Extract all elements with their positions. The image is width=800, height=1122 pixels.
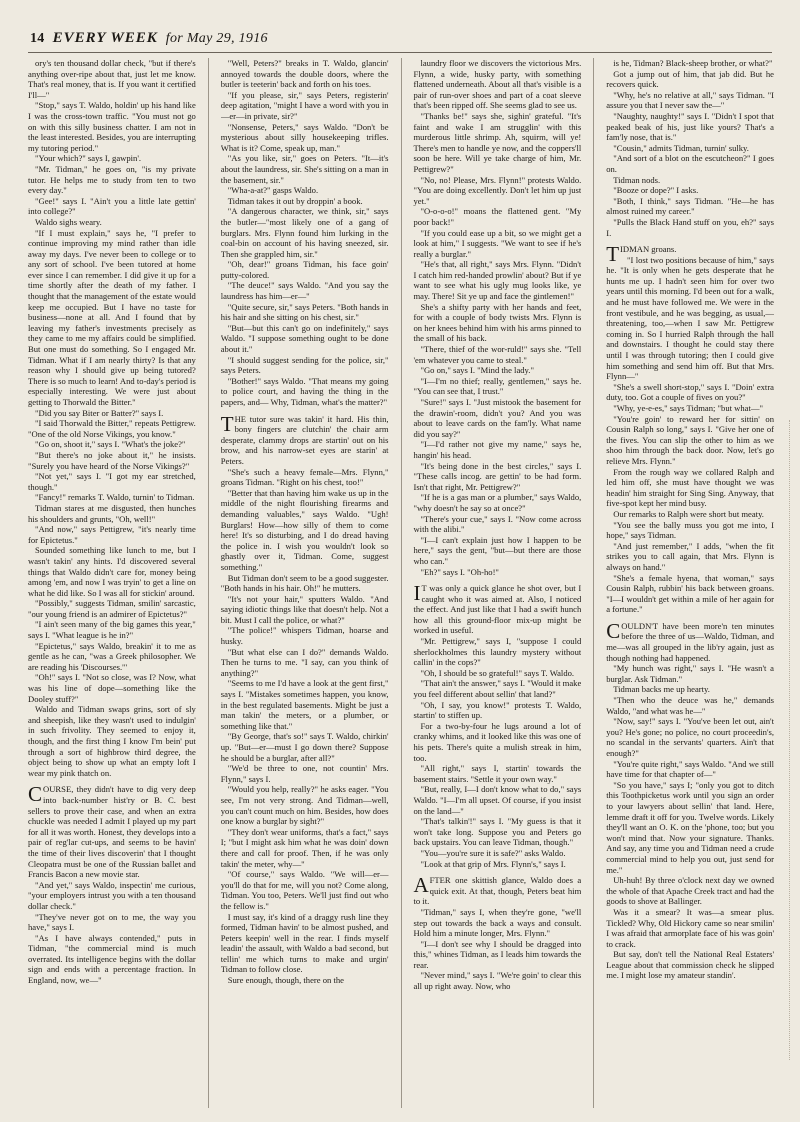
paragraph: "There's your cue," says I. "Now come across with the alibi." — [413, 513, 582, 535]
section-opening-paragraph: AFTER one skittish glance, Waldo does a quick exit. At that, though, Peters beat him to it. — [413, 873, 582, 907]
column-2 — [221, 58, 389, 1108]
paragraph: "Thanks be!" says she, sighin' grateful. "It's faint and wake I am strugglin' with this murderous little shrimp. Ah, squirm, will ye! There's men to handle ye now, and the coppers'll soon be here. Will ye take charge of him, Mr. Pettigrew?" — [413, 110, 582, 174]
paragraph: "As I have always contended," puts in Tidman, "the commercial mind is much overrated. Its intelligence begins with the dollar sign and ends with a percentage fraction. In England, now, we—" — [28, 932, 196, 986]
paragraph: "Sure!" says I. "Just mistook the basement for the drawin'-room, didn't you? And you was about to leave cards on the fam'ly. What name did you say?" — [413, 397, 582, 439]
paragraph: "You're goin' to reward her for sittin' on Cousin Ralph so long," says I. "Give her one of the fives. You can slip the other to him as we shoo him through the back door. Now, let's go relieve Mrs. Flynn." — [606, 413, 774, 466]
running-header — [30, 30, 770, 52]
paragraph: Our remarks to Ralph were short but meaty. — [613, 508, 764, 519]
paragraph: "Now, say!" says I. "You've been let out, ain't you? He's gone; no police, no court proceedin's, no scandal in the servants' quarters. Ain't that enough?" — [606, 716, 774, 758]
paragraph: "A dangerous character, we think, sir," says the butler—"most likely one of a gang of burglars. Mrs. Flynn found him lurking in the coal-bin on account of his having sneezed, sir. Then she grappled him, sir." — [220, 206, 389, 259]
paragraph: "But, really, I—I don't know what to do," says Waldo. "I—I'm all upset. Of course, if you insist on the land—" — [413, 784, 582, 816]
column-divider — [401, 58, 402, 1108]
paragraph: For a two-by-four he lugs around a lot of cranky whims, and it looked like this was one of his pets. There's quite a mulish streak in him, too. — [413, 720, 582, 763]
paragraph: "Go on, shoot it," says I. "What's the joke?" — [35, 439, 186, 450]
paragraph: "I—I don't see why I should be dragged into this," whines Tidman, as I leads him towards the rear. — [413, 938, 582, 970]
paragraph: "If you please, sir," says Peters, registerin' deep agitation, "might I have a word with you in—er—in private, sir?" — [220, 89, 389, 121]
paragraph: "Never mind," says I. "We're goin' to clear this all up right away. Now, who — [413, 970, 582, 992]
paragraph: "I—I can't explain just how I happen to be here," says the gent, "but—but there are those who can." — [413, 534, 582, 566]
paragraph: "Oh, dear!" groans Tidman, his face goin' putty-colored. — [220, 259, 389, 280]
paragraph: "Naughty, naughty!" says I. "Didn't I spot that peaked beak of his, just like yours? That's a fam'ly nose, that is." — [606, 110, 774, 143]
paragraph: "I should suggest sending for the police, sir," says Peters. — [220, 354, 389, 376]
paragraph: "You're quite right," says Waldo. "And we still have time for that chapter of—" — [606, 758, 774, 780]
issue-date: for May 29, 1916 — [165, 31, 268, 46]
paragraph: "O-o-o-o!" moans the flattened gent. "My poor back!" — [413, 206, 582, 227]
paragraph: "I said Thorwald the Bitter," repeats Pettigrew. "One of the old Norse Vikings, you know." — [28, 418, 196, 439]
paragraph: Uh-huh! By three o'clock next day we owned the whole of that Apache Creek tract and had the goods to shove at Ballinger. — [606, 875, 774, 907]
paragraph: "I—I'm no thief; really, gentlemen," says he. "You can see that, I trust." — [413, 375, 582, 397]
column-3 — [413, 58, 581, 1108]
paragraph: ory's ten thousand dollar check, "but if there's anything over-ripe about that, just let me know. That's real money, that is. If you want it certified I'll—" — [28, 58, 196, 100]
paragraph: "All right," says I, startin' towards the basement stairs. "Settle it your own way." — [413, 763, 582, 784]
paragraph: "But—but this can't go on indefinitely," says Waldo. "I suppose something ought to be done about it." — [220, 322, 389, 355]
page-edge — [789, 420, 794, 1060]
paragraph: Was it a smear? It was—a smear plus. Tickled? Why, Old Hickory came so near smilin' I was afraid that armorplate face of his was goin' to crack. — [606, 906, 774, 949]
paragraph: "Of course," says Waldo. "We will—er—you'll do that for me, will you not? Come along, Tidman. You too, Peters. We'll just find out who the fellow is." — [220, 869, 389, 911]
paragraph: "Look at that grip of Mrs. Flynn's," says I. — [420, 858, 566, 869]
paragraph: Tidman stares at me disgusted, then hunches his shoulders and grunts, "Oh, well!" — [28, 502, 196, 524]
paragraph: But say, don't tell the National Real Estaters' League about that commission check he slipped me. I might lose my amateur standin'. — [606, 949, 774, 981]
section-opening-paragraph: COURSE, they didn't have to dig very deep into back-number hist'ry or B. C. best sellers to prove their case, and when an extra chuckle was needed I admit I played up my part for all it was worth. Honest, they develops into a pair of reg'lar cut-ups, and seems to be havin' the time of their lives discoverin' that I thought Cleopatra must be one of the Russian ballet and Francis Bacon a new movie star. — [28, 782, 196, 880]
paragraph: "Fancy!" remarks T. Waldo, turnin' to Tidman. — [35, 492, 195, 503]
section-opening-paragraph: THE tutor sure was takin' it hard. His thin, bony fingers are clutchin' the chair arm desperate, clammy drops are startin' out on his brow, and his narrow-set eyes are starin' at Peters. — [220, 411, 389, 466]
paragraph: "They've never got on to me, the way you have," says I. — [28, 911, 196, 933]
paragraph: "He's that, all right," says Mrs. Flynn. "Didn't I catch him red-handed prowlin' about? But if ye want to see what his ugly mug looks like, ye may. There! Sit ye up and face the gintlemen!" — [413, 259, 582, 302]
paragraph: "Your which?" says I, gawpin'. — [35, 153, 142, 164]
paragraph: "Oh, I should be so grateful!" says T. Waldo. — [420, 667, 575, 678]
paragraph: Tidman nods. — [613, 174, 661, 185]
paragraph: Waldo sighs weary. — [35, 216, 102, 227]
paragraph: "If he is a gas man or a plumber," says Waldo, "why doesn't he say so at once?" — [413, 492, 582, 513]
paragraph: "Gee!" says I. "Ain't you a little late gettin' into college?" — [28, 195, 196, 217]
paragraph: "Then who the deuce was he," demands Waldo, "and what was he—" — [606, 695, 774, 716]
paragraph: "And yet," says Waldo, inspectin' me curious, "your employers intrust you with a ten thousand dollar check." — [28, 879, 196, 911]
paragraph: "I ain't seen many of the big games this year," says I. "What league is he in?" — [28, 619, 196, 641]
paragraph: "You—you're sure it is safe?" asks Waldo. — [420, 847, 566, 858]
column-1 — [28, 58, 196, 1108]
paragraph: "That ain't the answer," says I. "Would it make you feel different about sellin' that land?" — [413, 678, 582, 700]
paragraph: Sure enough, though, there on the — [227, 975, 344, 986]
paragraph: "Well, Peters?" breaks in T. Waldo, glancin' annoyed towards the double doors, where the butler is teeterin' back and forth on his toes. — [220, 58, 389, 90]
paragraph: "Stop," says T. Waldo, holdin' up his hand like I was the cross-town traffic. "You must not go on with this silly business chatter. I am not in the least interested. Besides, you are interrupting my tutoring period." — [28, 100, 196, 153]
paragraph: "It's not your hair," sputters Waldo. "And saying idiotic things like that doesn't help. Not a bit. Must I call the police, or what?" — [220, 593, 389, 625]
paragraph: "Epictetus," says Waldo, breakin' it to me as gentle as he can, "was a Greek philosopher. We are reading his 'Discourses.'" — [28, 640, 196, 672]
column-4 — [606, 58, 774, 1108]
paragraph: "Tidman," says I, when they're gone, "we'll step out towards the back a ways and consult. Hold him a minute longer, Mrs. Flynn." — [413, 906, 582, 939]
paragraph: "If I must explain," says he, "I prefer to continue improving my mind rather than idle away my days. I've never been to college or to any sort of school. I've been tutored at home ever since I can remember. I did give it up for a time shortly after the death of my father. I thought that the management of the estate would keep me occupied. But I have no taste for business—none at all. And I found that by leaving my father's investments precisely as they came to me my affairs could be simplified. But one must do something. So I engaged Mr. Tidman. What if I am nearly thirty? Is that any reason why I should give up being tutored? There is so much to learn! And to-day's period is especially interesting. We were just about getting to Thorwald the Bitter." — [28, 227, 196, 407]
paragraph: "By George, that's so!" says T. Waldo, chirkin' up. "But—er—must I go down there? Suppose he should be a burglar, after all?" — [220, 731, 389, 763]
paragraph: "Quite secure, sir," says Peters. "Both hands in his hair and she sitting on his chest, sir." — [220, 301, 389, 323]
paragraph: "Booze or dope?" I asks. — [613, 185, 699, 196]
paragraph: "Cousin," admits Tidman, turnin' sulky. — [613, 142, 749, 153]
paragraph: "Mr. Tidman," he goes on, "is my private tutor. He helps me to study from ten to two every day." — [28, 163, 196, 196]
paragraph: laundry floor we discovers the victorious Mrs. Flynn, a wide, husky party, with something flattened underneath. About all that's visible is a pair of run-over shoes and part of a coat sleeve that's been ripped off. She seems glad to see us. — [413, 58, 582, 111]
section-opening-paragraph: COULDN'T have been more'n ten minutes before the three of us—Waldo, Tidman, and me—was all grouped in the lib'ry again, just as though nothing had happened. — [606, 618, 774, 663]
paragraph: "Nonsense, Peters," says Waldo. "Don't be mysterious about silly housekeeping trifles. What is it? Come, speak up, man." — [220, 121, 389, 153]
paragraph: "She's a swell short-stop," says I. "Doin' extra duty, too. Got a couple of fives on you?" — [606, 381, 774, 403]
paragraph: "You see the bally muss you got me into, I hope," says Tidman. — [606, 519, 774, 541]
paragraph: I must say, it's kind of a draggy rush line they formed, Tidman havin' to be almost pushed, and Peters keepin' well in the rear. I finds myself leadin' the assault, with Waldo a bad second, but tellin' me which turns to make and urgin' Tidman to follow close. — [220, 911, 389, 975]
text-columns — [28, 58, 774, 1108]
paragraph: "But there's no joke about it," he insists. "Surely you have heard of the Norse Vikings?" — [28, 449, 196, 471]
paragraph: "Bother!" says Waldo. "That means my going to police court, and having the thing in the papers, and— Why, Tidman, what's the matter?" — [220, 375, 389, 407]
section-opening-paragraph: IT was only a quick glance he shot over, but I caught who it was aimed at. Also, I noticed the effect. And just like that I had a swift hunch how all this ground-floor mix-up might be worked in useful. — [413, 581, 582, 636]
paragraph: "She's a female hyena, that woman," says Cousin Ralph, rubbin' his back between groans. "I—I wouldn't get within a mile of her again for a fortune." — [606, 572, 774, 615]
paragraph: "Mr. Pettigrew," says I, "suppose I could sherlockholmes this laundry mystery without callin' in the cops?" — [413, 636, 582, 668]
paragraph: "Better that than having him wake us up in the middle of the night flourishing firearms and demanding valuables," says Waldo. "Ugh! Burglars! How—how silly of them to come here! It's so disturbing, and I do dread having the police in. I wish you wouldn't look so ghastly over it, Tidman. Come, suggest something." — [220, 487, 389, 572]
paragraph: "And just remember," I adds, "when the fit strikes you to call again, that Mrs. Flynn is always on hand." — [606, 540, 774, 572]
paragraph: But Tidman don't seem to be a good suggester. "Both hands in his hair. Oh!" he mutters. — [220, 572, 389, 594]
paragraph: "If you could ease up a bit, so we might get a look at him," I suggests. "We want to see if he's really a burglar." — [413, 227, 582, 259]
paragraph: "As you like, sir," goes on Peters. "It—it's about the laundress, sir. She's sitting on a man in the basement, sir." — [220, 153, 389, 185]
paragraph: "She's such a heavy female—Mrs. Flynn," groans Tidman. "Right on his chest, too!" — [220, 466, 389, 488]
magazine-title: EVERY WEEK — [52, 30, 158, 46]
paragraph: is he, Tidman? Black-sheep brother, or what?" — [613, 58, 773, 68]
paragraph: "Why, he's no relative at all," says Tidman. "I assure you that I never saw the—" — [606, 89, 774, 111]
paragraph: "I—I'd rather not give my name," says he, hangin' his head. — [413, 439, 582, 460]
header-rule — [28, 52, 772, 53]
column-divider — [208, 58, 209, 1108]
paragraph: "Oh!" says I. "Not so close, was I? Now, what was his line of dope—something like the Dooley stuff?" — [28, 672, 196, 704]
paragraph: She's a shifty party with her hands and feet, for with a couple of body twists Mrs. Flynn is on her knees behind him with his arms pinned to the small of his back. — [413, 301, 582, 344]
paragraph: "Why, ye-e-es," says Tidman; "but what—" — [613, 403, 763, 413]
paragraph: "And now," says Pettigrew, "it's nearly time for Epictetus." — [28, 524, 196, 545]
page-number: 14 — [30, 31, 45, 46]
paragraph: "Did you say Biter or Batter?" says I. — [35, 407, 164, 418]
paragraph: "So you have," says I; "only you got to ditch this Toothpicketus work until you sign an order to your lawyers about sellin' that land. Here, lemme draft it off for you. Twelve words. Likely they'll want an O. K. on the 'phone, too; but you won't mind that. Now your signature. Thanks. And say, any time you and Tidman need a crude commercial mind to help you out, just send for me." — [606, 779, 774, 875]
paragraph: "No, no! Please, Mrs. Flynn!" protests Waldo. "You are doing excellently. Don't let him up just yet." — [413, 174, 582, 206]
paragraph: "But what else can I do?" demands Waldo. Then he turns to me. "I say, can you think of anything?" — [220, 646, 389, 678]
paragraph: Got a jump out of him, that jab did. But he recovers quick. — [606, 68, 774, 90]
paragraph: "I lost two positions because of him," says he. "It is only when he gets desperate that he hunts me up. I hadn't seen him for over two years until this morning. I'd been out for a walk, and he must have followed me. We were in the front vestibule, and he was begging, as usual,—threatening, too,—when I saw Mr. Pettigrew coming in. So I hurried Ralph through the hall and downstairs. I thought he could stay there until I was through tutoring; then I could give him something and send him off. But that Mrs. Flynn—" — [606, 254, 774, 382]
paragraph: Waldo and Tidman swaps grins, sort of sly and sheepish, like they wasn't used to indulgin' in such frivolity. They seemed to enjoy it, though, and the first thing I know I'm bein' put through a sort of highbrow third degree, the object being to show up what an empty loft I wear my pink thatch on. — [28, 704, 196, 778]
paragraph: "We'd be three to one, not countin' Mrs. Flynn," says I. — [220, 763, 389, 784]
paragraph: "Go on," says I. "Mind the lady." — [420, 365, 534, 376]
paragraph: "Oh, I say, you know!" protests T. Waldo, startin' to stiffen up. — [413, 699, 582, 721]
column-divider — [593, 58, 594, 1108]
paragraph: "And sort of a blot on the escutcheon?" I goes on. — [606, 153, 774, 174]
paragraph: Sounded something like lunch to me, but I wasn't takin' any hints. I'd discovered several things that Waldo didn't care for, money being among 'em, and now I was tryin' to get a line on what he did like. So I was all for stickin' around. — [28, 545, 196, 598]
paragraph: "They don't wear uniforms, that's a fact," says I; "but I might ask him what he was doin' down there and call for proof. Then, if he was only takin' the meter, why—" — [220, 826, 389, 869]
paragraph: "It's being done in the best circles," says I. "These calls incog. are gettin' to be had form. Isn't that right, Mr. Pettigrew?" — [413, 460, 582, 492]
paragraph: "Would you help, really?" he asks eager. "You see, I'm not very strong. And Tidman—well, you can't count much on him. Besides, how does one know a burglar by sight?" — [220, 784, 389, 827]
paragraph: From the rough way we collared Ralph and led him off, she must have thought we was headin' him straight for Sing Sing. Anyway, that five-spot kept her mind busy. — [606, 466, 774, 509]
paragraph: "Eh?" says I. "Oh-ho!" — [420, 566, 499, 577]
paragraph: "Seems to me I'd have a look at the gent first," says I. "Mistakes sometimes happen, you know, in the best regulated basements. Might be just a man takin' the meters, or a plumber, or something like that." — [220, 678, 389, 731]
paragraph: "That's talkin'!" says I. "My guess is that it won't take long. Suppose you and Peters go back upstairs. You can leave Tidman, though." — [413, 816, 582, 848]
paragraph: "My hunch was right," says I. "He wasn't a burglar. Ask Tidman." — [606, 663, 774, 684]
paragraph: "The police!" whispers Tidman, hoarse and husky. — [220, 625, 389, 647]
section-opening-paragraph: TIDMAN groans. — [606, 242, 677, 267]
paragraph: "Possibly," suggests Tidman, smilin' sarcastic, "our young friend is an admirer of Epictetus?" — [28, 598, 196, 619]
paragraph: "Pulls the Black Hand stuff on you, eh?" says I. — [606, 216, 774, 238]
paragraph: "The deuce!" says Waldo. "And you say the laundress has him—er—" — [220, 280, 389, 302]
paragraph: Tidman backs me up hearty. — [613, 684, 710, 695]
paragraph: Tidman takes it out by droppin' a book. — [227, 195, 363, 206]
paragraph: "There, thief of the wor-ruld!" says she. "Tell 'em whatever you came to steal." — [413, 344, 582, 365]
paragraph: "Wha-a-at?" gasps Waldo. — [227, 185, 319, 196]
paragraph: "Both, I think," says Tidman. "He—he has almost ruined my career." — [606, 195, 774, 217]
paragraph: "Not yet," says I. "I got my ear stretched, though." — [28, 471, 196, 492]
